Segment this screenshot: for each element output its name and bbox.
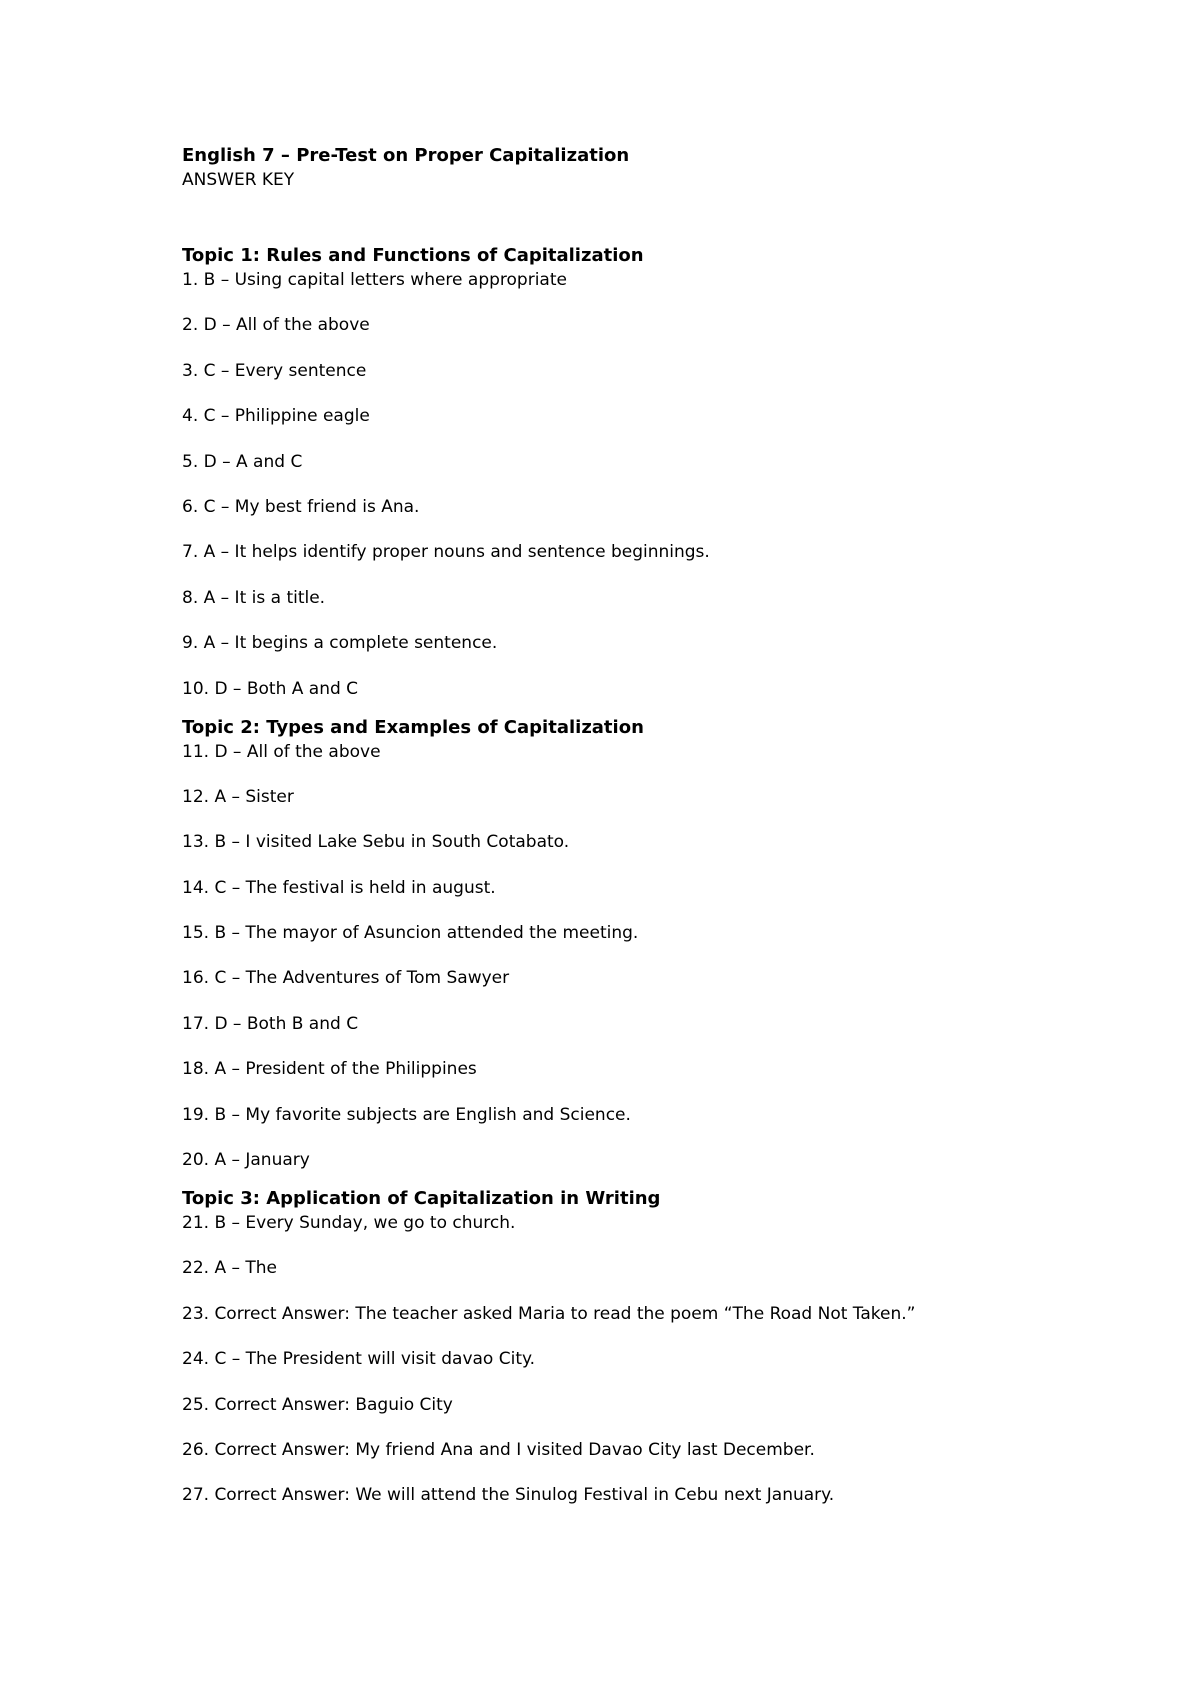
document-page (182, 143, 1142, 1521)
answer-item: 9. A – It begins a complete sentence. (182, 633, 498, 654)
answer-item: 26. Correct Answer: My friend Ana and I visited Davao City last December. (182, 1439, 815, 1460)
topic-section (182, 1186, 1142, 1508)
answer-item: 19. B – My favorite subjects are English and Science. (182, 1104, 631, 1125)
answer-item: 25. Correct Answer: Baguio City (182, 1394, 453, 1415)
answer-item: 21. B – Every Sunday, we go to church. (182, 1213, 516, 1234)
answer-item: 8. A – It is a title. (182, 587, 326, 608)
answer-item: 20. A – January (182, 1150, 310, 1171)
answer-item: 17. D – Both B and C (182, 1013, 359, 1034)
answer-item: 1. B – Using capital letters where appropriate (182, 270, 567, 290)
topic-section (182, 715, 1142, 1174)
answer-item: 15. B – The mayor of Asuncion attended the meeting. (182, 923, 639, 944)
answer-item: 24. C – The President will visit davao City. (182, 1349, 536, 1370)
answer-item: 5. D – A and C (182, 451, 303, 472)
answer-item: 18. A – President of the Philippines (182, 1059, 477, 1080)
answer-item: 27. Correct Answer: We will attend the Sinulog Festival in Cebu next January. (182, 1485, 835, 1506)
answer-item: 4. C – Philippine eagle (182, 406, 370, 427)
answer-item: 13. B – I visited Lake Sebu in South Cotabato. (182, 832, 570, 853)
topic-section (182, 243, 1142, 702)
answer-item: 14. C – The festival is held in august. (182, 877, 496, 898)
answer-item: 12. A – Sister (182, 786, 294, 807)
document-title: English 7 – Pre-Test on Proper Capitalization (182, 145, 630, 166)
answer-item: 3. C – Every sentence (182, 360, 367, 381)
answer-list (182, 740, 1142, 1174)
answer-item: 6. C – My best friend is Ana. (182, 496, 420, 517)
section-heading: Topic 2: Types and Examples of Capitalization (182, 716, 644, 738)
answer-item: 11. D – All of the above (182, 741, 381, 762)
answer-sections (182, 243, 1142, 1508)
answer-list (182, 1211, 1142, 1508)
answer-item: 2. D – All of the above (182, 315, 370, 336)
document-subtitle: ANSWER KEY (182, 170, 295, 190)
answer-item: 23. Correct Answer: The teacher asked Maria to read the poem “The Road Not Taken.” (182, 1303, 916, 1324)
section-heading: Topic 1: Rules and Functions of Capitalization (182, 245, 644, 266)
answer-list (182, 268, 1142, 702)
answer-item: 16. C – The Adventures of Tom Sawyer (182, 968, 510, 989)
answer-item: 22. A – The (182, 1258, 277, 1279)
answer-item: 10. D – Both A and C (182, 678, 359, 699)
section-heading: Topic 3: Application of Capitalization in Writing (182, 1188, 661, 1210)
answer-item: 7. A – It helps identify proper nouns and sentence beginnings. (182, 542, 710, 563)
